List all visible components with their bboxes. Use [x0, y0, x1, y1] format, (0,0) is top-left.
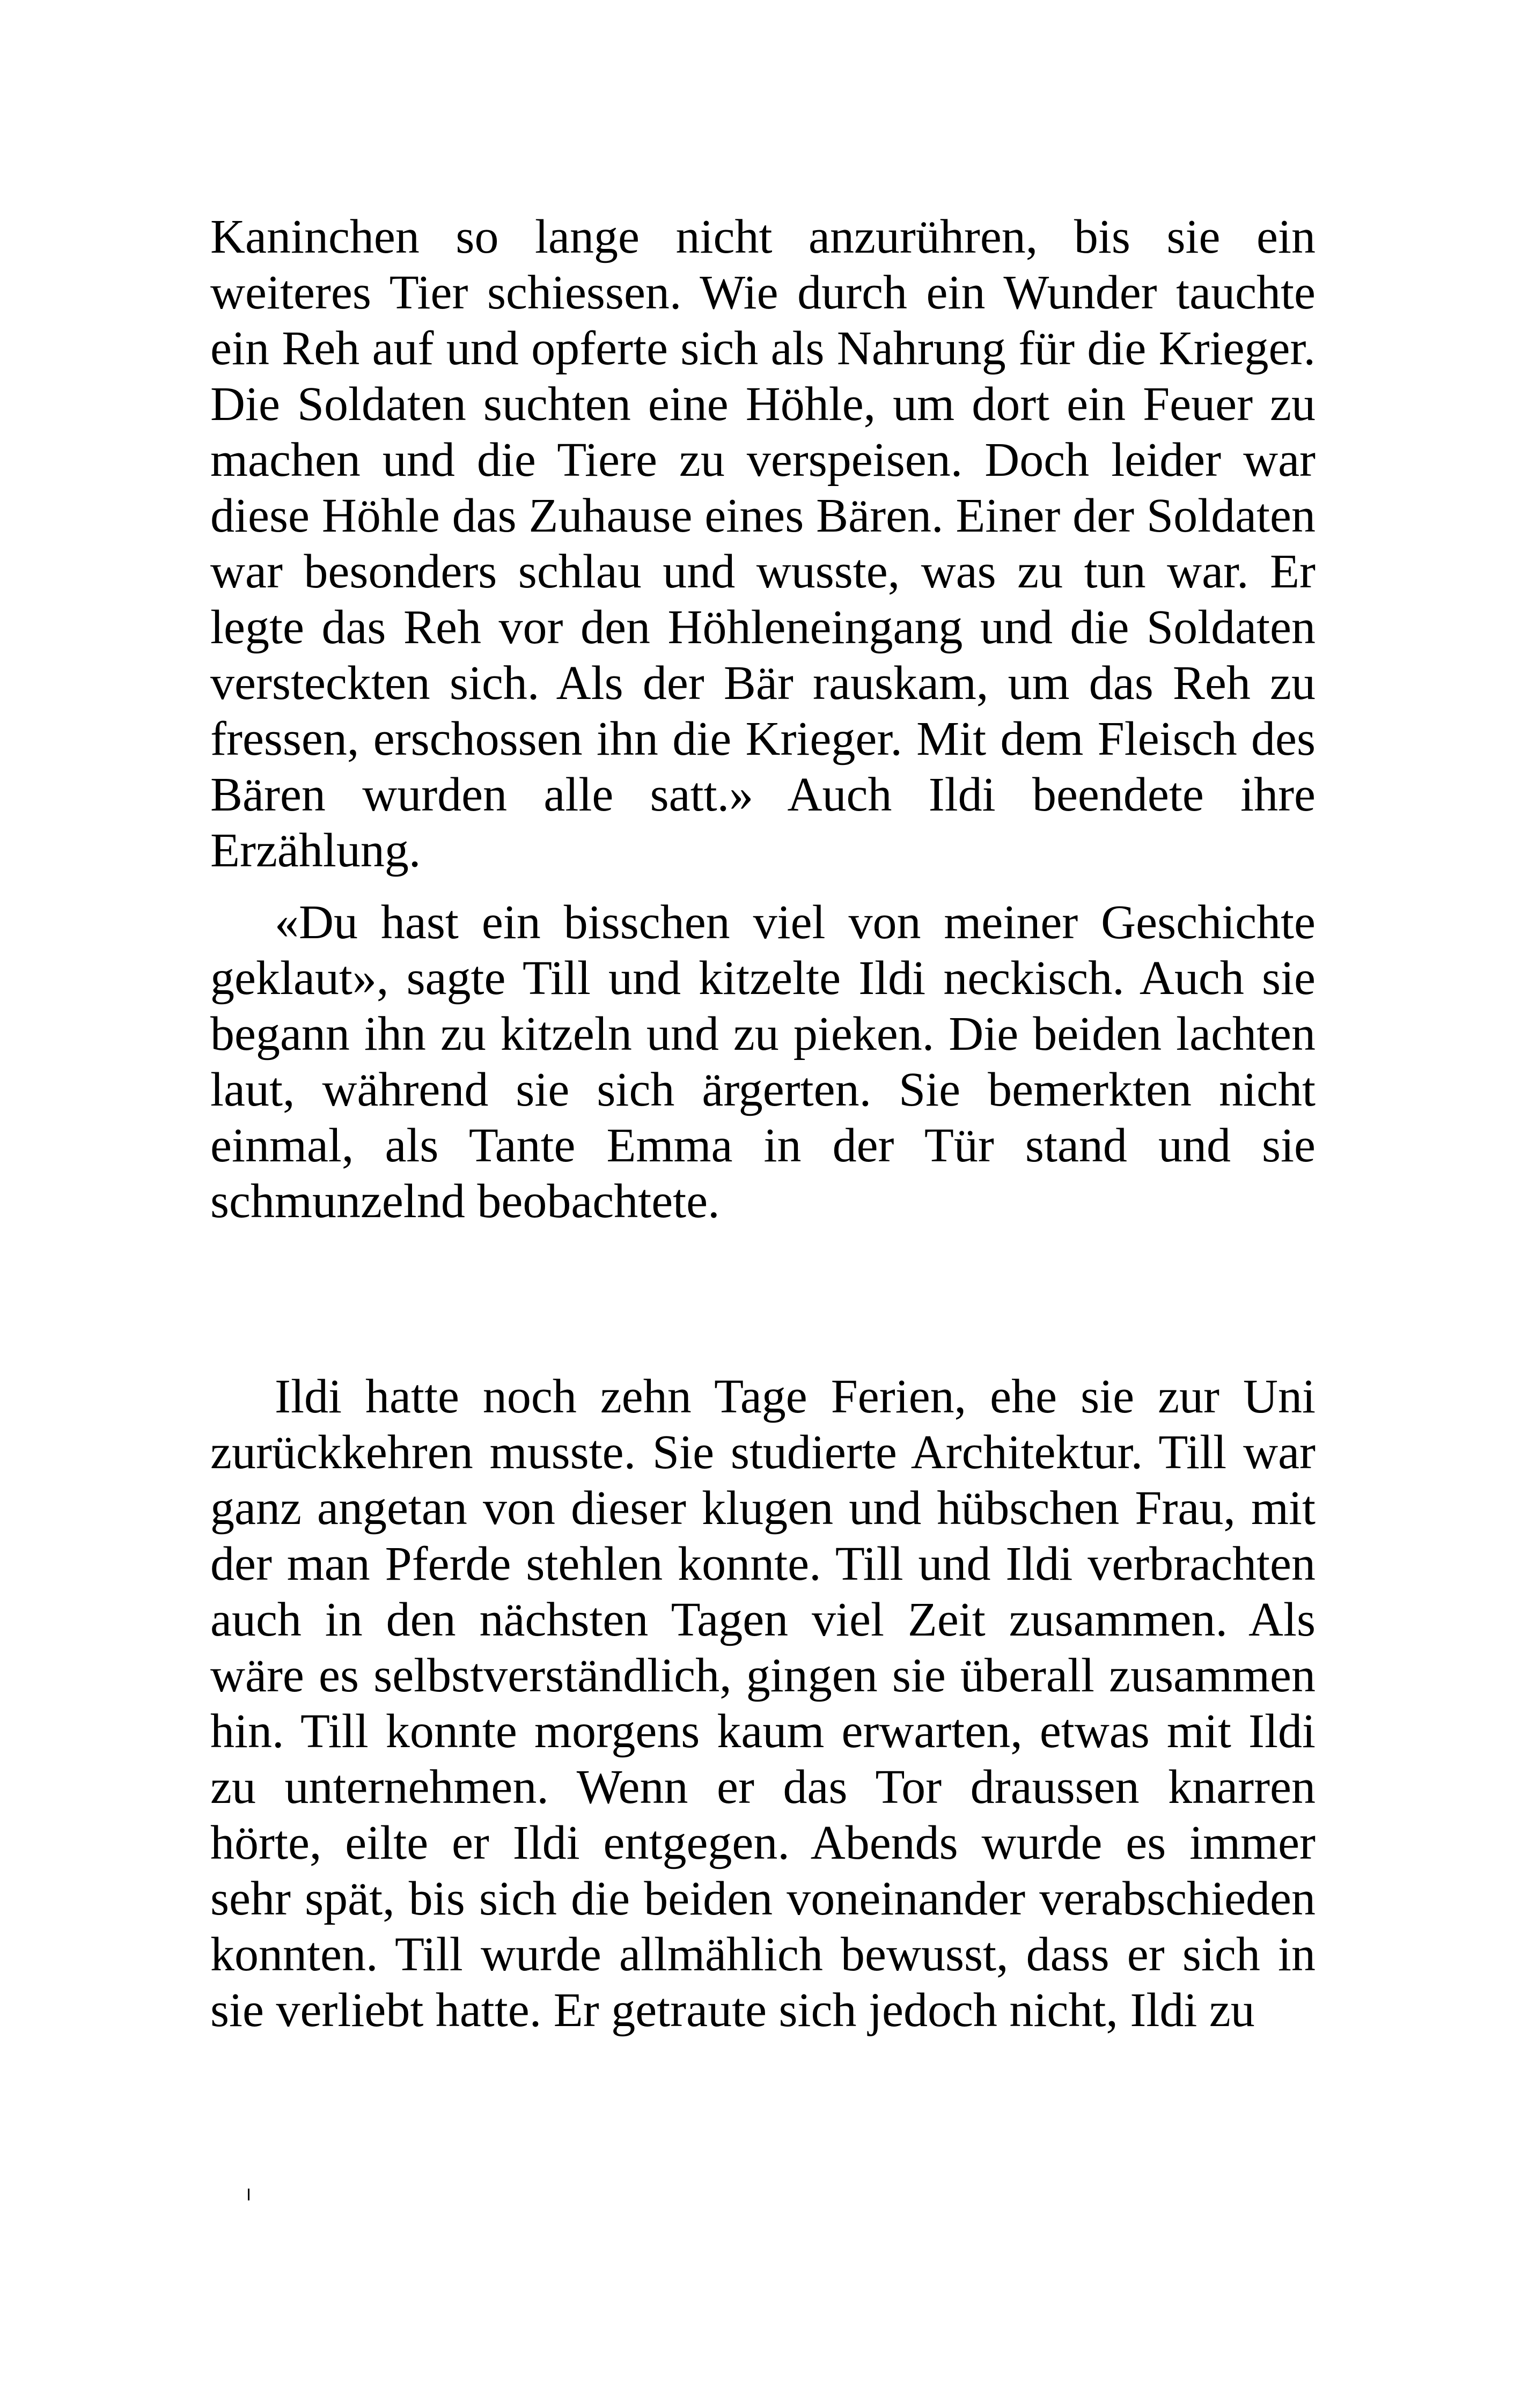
stray-mark — [248, 2189, 249, 2200]
body-text — [210, 209, 1316, 2038]
paragraph-2: «Du hast ein bisschen viel von meiner Geschichte geklaut», sagte Till und kitzelte Ildi neckisch. Auch sie begann ihn zu kitzeln und zu pieken. Die beiden lachten laut, während sie sich ärgerten. Sie bemerkten nicht einmal, als Tante Emma in der Tür stand und sie schmunzelnd beobachtete. — [210, 896, 1316, 1228]
paragraph-3: Ildi hatte noch zehn Tage Ferien, ehe sie zur Uni zurückkehren musste. Sie studierte Architektur. Till war ganz angetan von dieser klugen und hübschen Frau, mit der man Pferde stehlen konnte. Till und Ildi verbrachten auch in den nächsten Tagen viel Zeit zusammen. Als wäre es selbstverständlich, gingen sie überall zusammen hin. Till konnte morgens kaum erwarten, etwas mit Ildi zu unternehmen. Wenn er das Tor draussen knarren hörte, eilte er Ildi entgegen. Abends wurde es immer sehr spät, bis sich die beiden voneinander verabschieden konnten. Till wurde allmählich bewusst, dass er sich in sie verliebt hatte. Er getraute sich jedoch nicht, Ildi zu — [210, 1370, 1316, 2037]
paragraph-1: Kaninchen so lange nicht anzurühren, bis sie ein weiteres Tier schiessen. Wie durch ein Wunder tauchte ein Reh auf und opferte sich als Nahrung für die Krieger. Die Soldaten suchten eine Höhle, um dort ein Feuer zu machen und die Tiere zu verspeisen. Doch leider war diese Höhle das Zuhause eines Bären. Einer der Soldaten war besonders schlau und wusste, was zu tun war. Er legte das Reh vor den Höhleneingang und die Soldaten versteckten sich. Als der Bär rauskam, um das Reh zu fressen, erschossen ihn die Krieger. Mit dem Fleisch des Bären wurden alle satt.» Auch Ildi beendete ihre Erzählung. — [210, 210, 1316, 877]
